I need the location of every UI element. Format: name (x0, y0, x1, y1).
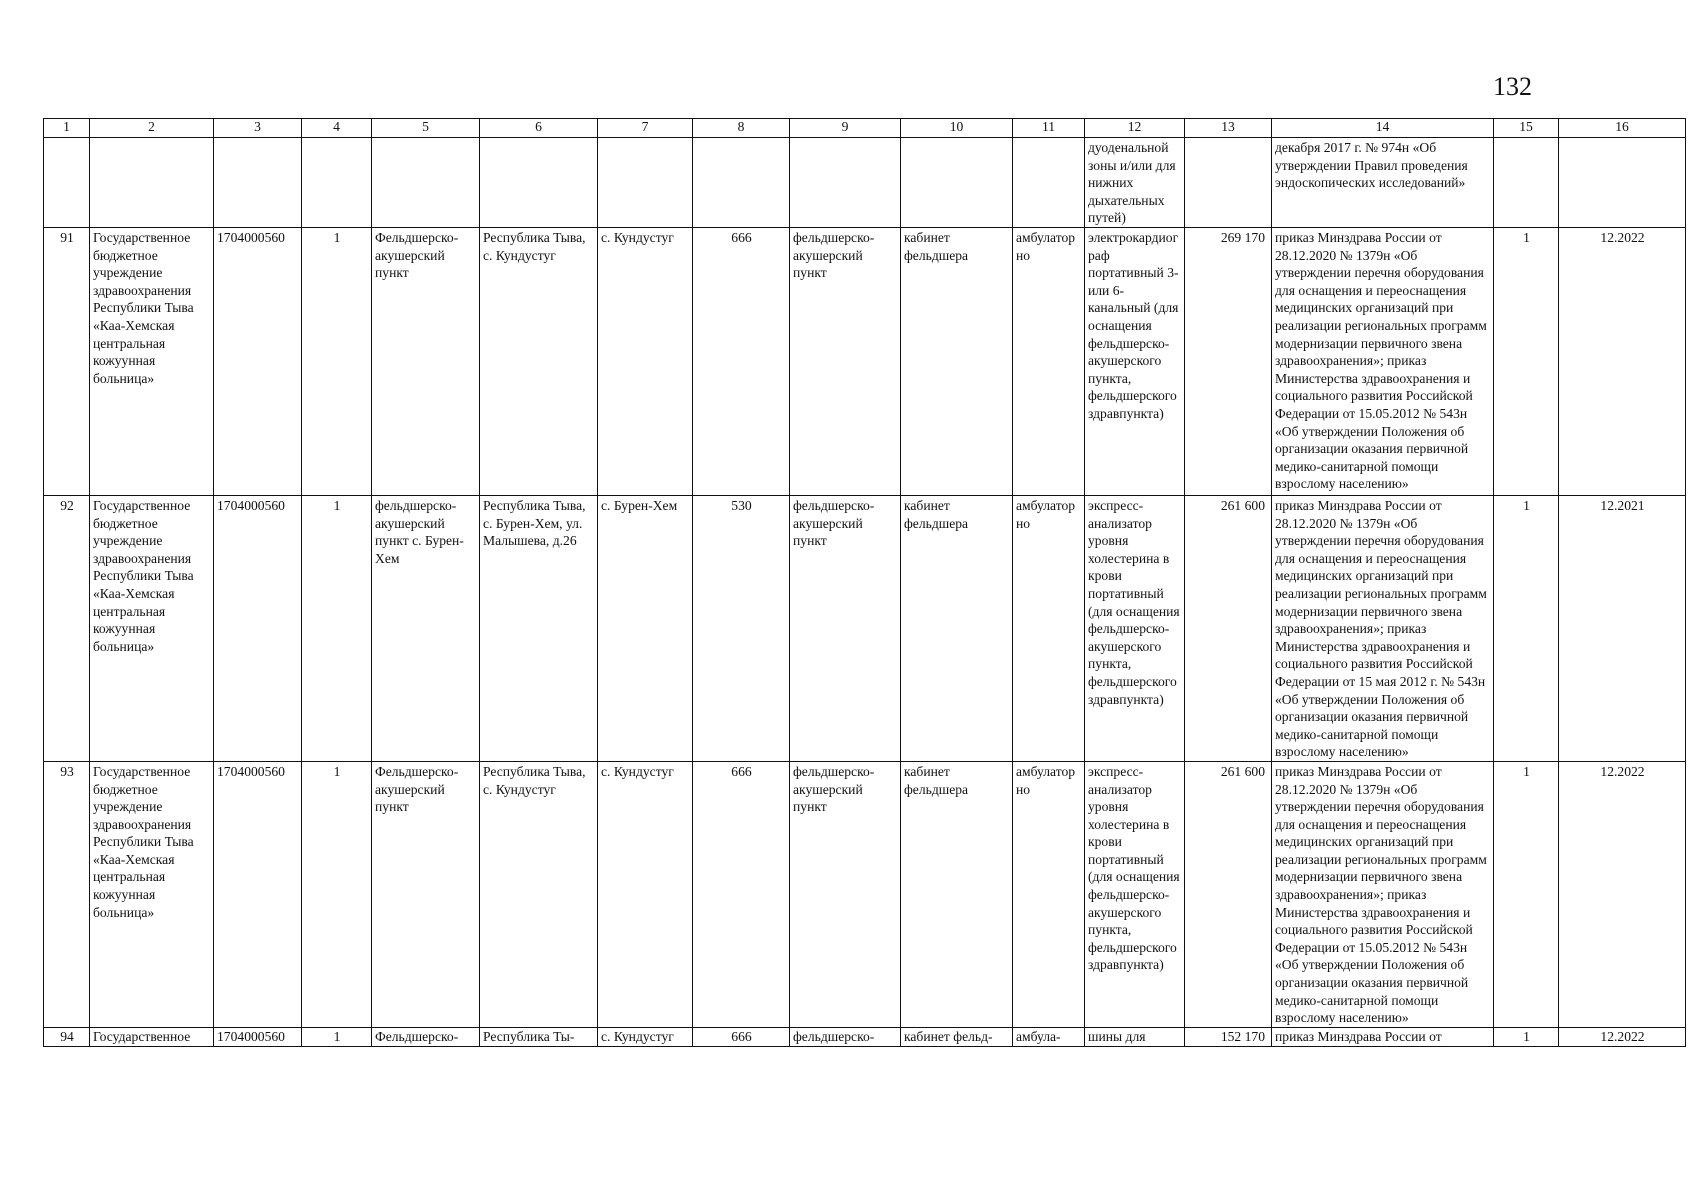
basis-cell: приказ Минздрава России от 28.12.2020 № 1379н «Об утверждении перечня оборудования для оснащения и переоснащения медицинских организаций при реализации региональных программ модернизации первичного звена здравоохранения»; приказ Министерства здравоохранения и социального развития Российской Федерации от 15 мая 2012 г. № 543н «Об утверждении Положения об организации оказания первичной медико-санитарной помощи взрослому населению» (1272, 496, 1494, 762)
institution-cell: Государственное (90, 1027, 214, 1046)
quantity-cell: 1 (1494, 761, 1559, 1027)
address-cell: Республика Тыва, с. Кундустуг (480, 228, 598, 496)
institution-cell: Государственное бюджетное учреждение здравоохранения Республики Тыва «Каа-Хемская центральная кожуунная больница» (90, 228, 214, 496)
code-cell: 1704000560 (214, 228, 302, 496)
basis-cell: декабря 2017 г. № 974н «Об утверждении Правил проведения эндоскопических исследований» (1272, 138, 1494, 228)
column-header: 7 (598, 119, 693, 138)
date-cell: 12.2021 (1559, 496, 1686, 762)
unit-cell: Фельдшерско-акушерский пункт (372, 228, 480, 496)
code-cell: 1704000560 (214, 496, 302, 762)
date-cell: 12.2022 (1559, 761, 1686, 1027)
unit-cell: Фельдшерско-акушерский пункт (372, 761, 480, 1027)
locality-cell: с. Бурен-Хем (598, 496, 693, 762)
basis-cell: приказ Минздрава России от 28.12.2020 № 1379н «Об утверждении перечня оборудования для оснащения и переоснащения медицинских организаций при реализации региональных программ модернизации первичного звена здравоохранения»; приказ Министерства здравоохранения и социального развития Российской Федерации от 15.05.2012 № 543н «Об утверждении Положения об организации оказания первичной медико-санитарной помощи взрослому населению» (1272, 761, 1494, 1027)
unit-type-cell: фельдшерско-акушерский пункт (790, 761, 901, 1027)
unit-cell: фельдшерско-акушерский пункт с. Бурен-Хем (372, 496, 480, 762)
equipment-cell: дуоденальной зоны и/или для нижних дыхательных путей) (1085, 138, 1185, 228)
continuation-row (44, 138, 1686, 228)
equipment-cell: шины для (1085, 1027, 1185, 1046)
table-row (44, 1027, 1686, 1046)
unit-cell: Фельдшерско- (372, 1027, 480, 1046)
row-number: 94 (44, 1027, 90, 1046)
equipment-cell: экспресс-анализатор уровня холестерина в крови портативный (для оснащения фельдшерско-акушерского пункта, фельдшерского здравпункта) (1085, 761, 1185, 1027)
room-cell: кабинет фельдшера (901, 496, 1013, 762)
equipment-table (43, 118, 1686, 1047)
locality-cell: с. Кундустуг (598, 228, 693, 496)
column-header: 11 (1013, 119, 1085, 138)
row-number: 91 (44, 228, 90, 496)
price-cell: 152 170 (1185, 1027, 1272, 1046)
population-cell: 530 (693, 496, 790, 762)
quantity-cell: 1 (1494, 1027, 1559, 1046)
column-header: 12 (1085, 119, 1185, 138)
column-header: 5 (372, 119, 480, 138)
mode-cell: амбулаторно (1013, 228, 1085, 496)
basis-cell: приказ Минздрава России от 28.12.2020 № 1379н «Об утверждении перечня оборудования для оснащения и переоснащения медицинских организаций при реализации региональных программ модернизации первичного звена здравоохранения»; приказ Министерства здравоохранения и социального развития Российской Федерации от 15.05.2012 № 543н «Об утверждении Положения об организации оказания первичной медико-санитарной помощи взрослому населению» (1272, 228, 1494, 496)
quantity-cell: 1 (1494, 228, 1559, 496)
column-header: 14 (1272, 119, 1494, 138)
count-cell: 1 (302, 1027, 372, 1046)
table-row (44, 761, 1686, 1027)
date-cell: 12.2022 (1559, 1027, 1686, 1046)
equipment-cell: электрокардиограф портативный 3- или 6-канальный (для оснащения фельдшерско-акушерского пункта, фельдшерского здравпункта) (1085, 228, 1185, 496)
locality-cell: с. Кундустуг (598, 1027, 693, 1046)
column-header: 3 (214, 119, 302, 138)
column-header: 8 (693, 119, 790, 138)
unit-type-cell: фельдшерско- (790, 1027, 901, 1046)
price-cell: 269 170 (1185, 228, 1272, 496)
column-header: 13 (1185, 119, 1272, 138)
column-header: 10 (901, 119, 1013, 138)
institution-cell: Государственное бюджетное учреждение здравоохранения Республики Тыва «Каа-Хемская центральная кожуунная больница» (90, 496, 214, 762)
column-header: 1 (44, 119, 90, 138)
price-cell: 261 600 (1185, 761, 1272, 1027)
row-number: 92 (44, 496, 90, 762)
column-header: 16 (1559, 119, 1686, 138)
code-cell: 1704000560 (214, 761, 302, 1027)
table-row (44, 228, 1686, 496)
column-header: 4 (302, 119, 372, 138)
mode-cell: амбулаторно (1013, 496, 1085, 762)
equipment-cell: экспресс-анализатор уровня холестерина в крови портативный (для оснащения фельдшерско-акушерского пункта, фельдшерского здравпункта) (1085, 496, 1185, 762)
column-number-row (44, 119, 1686, 138)
code-cell: 1704000560 (214, 1027, 302, 1046)
population-cell: 666 (693, 228, 790, 496)
column-header: 9 (790, 119, 901, 138)
column-header: 6 (480, 119, 598, 138)
mode-cell: амбула- (1013, 1027, 1085, 1046)
unit-type-cell: фельдшерско-акушерский пункт (790, 228, 901, 496)
column-header: 2 (90, 119, 214, 138)
price-cell: 261 600 (1185, 496, 1272, 762)
population-cell: 666 (693, 1027, 790, 1046)
count-cell: 1 (302, 496, 372, 762)
count-cell: 1 (302, 228, 372, 496)
row-number: 93 (44, 761, 90, 1027)
room-cell: кабинет фельдшера (901, 761, 1013, 1027)
locality-cell: с. Кундустуг (598, 761, 693, 1027)
population-cell: 666 (693, 761, 790, 1027)
count-cell: 1 (302, 761, 372, 1027)
column-header: 15 (1494, 119, 1559, 138)
table-row (44, 496, 1686, 762)
quantity-cell: 1 (1494, 496, 1559, 762)
unit-type-cell: фельдшерско-акушерский пункт (790, 496, 901, 762)
address-cell: Республика Тыва, с. Бурен-Хем, ул. Малышева, д.26 (480, 496, 598, 762)
institution-cell: Государственное бюджетное учреждение здравоохранения Республики Тыва «Каа-Хемская центральная кожуунная больница» (90, 761, 214, 1027)
address-cell: Республика Тыва, с. Кундустуг (480, 761, 598, 1027)
mode-cell: амбулаторно (1013, 761, 1085, 1027)
room-cell: кабинет фельд- (901, 1027, 1013, 1046)
address-cell: Республика Ты- (480, 1027, 598, 1046)
page-number: 132 (1493, 72, 1532, 101)
date-cell: 12.2022 (1559, 228, 1686, 496)
basis-cell: приказ Минздрава России от (1272, 1027, 1494, 1046)
room-cell: кабинет фельдшера (901, 228, 1013, 496)
